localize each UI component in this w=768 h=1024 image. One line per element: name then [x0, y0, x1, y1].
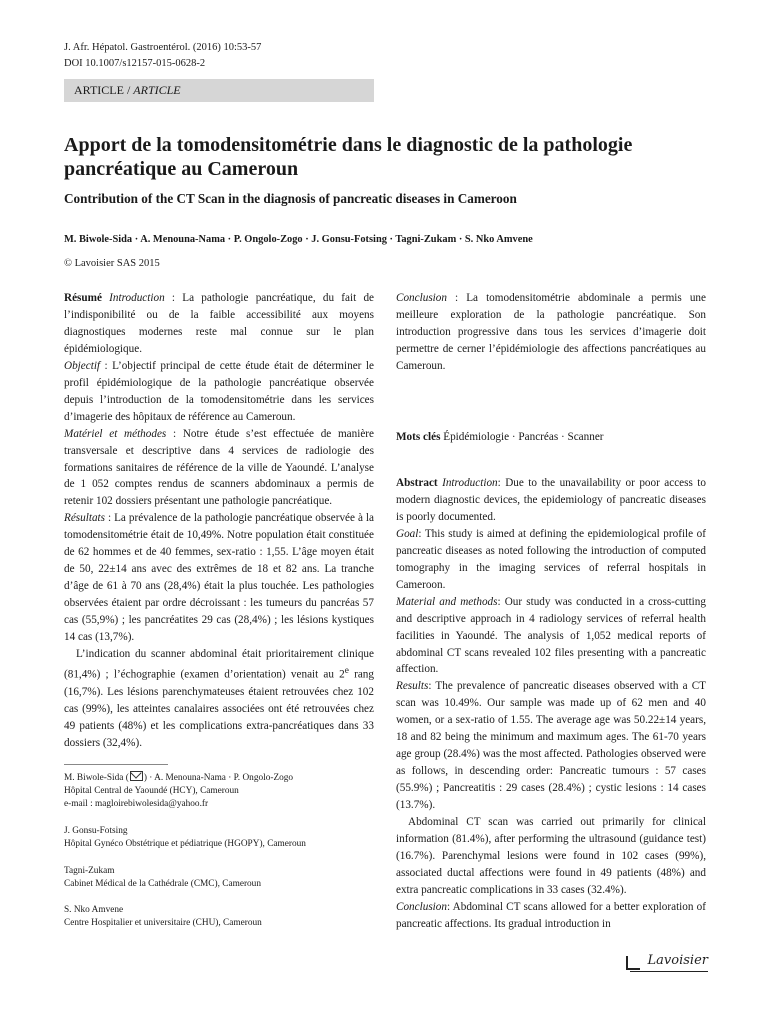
- paper-title: Apport de la tomodensitométrie dans le diagnostic de la pathologie pancréatique au Cameroun: [64, 134, 633, 180]
- affiliation-author: Tagni-Zukam: [64, 866, 115, 876]
- abstract-methods: Material and methods: Our study was conducted in a cross-cutting and descriptive approach in 4 radiology services of referral health facilities in Yaoundé. The analysis of 1,052 medical reports of abdominal CT scans revealed 102 files presenting with a pancreatic affection.: [396, 595, 706, 676]
- abstract-column: [396, 475, 706, 933]
- affiliation-institution: Centre Hospitalier et universitaire (CHU), Cameroun: [64, 918, 262, 928]
- article-type-band: [64, 79, 374, 102]
- affiliation-institution: Hôpital Gynéco Obstétrique et pédiatrique (HGOPY), Cameroun: [64, 839, 306, 849]
- affiliation-institution: Hôpital Central de Yaoundé (HCY), Cameroun: [64, 786, 239, 796]
- resume-conclusion: Conclusion : La tomodensitométrie abdominale a permis une meilleure exploration de la pathologie pancréatique. Son introduction progressive dans tous les services d’imagerie doit permettre de cerner l’épidémiologie des affections pancréatiques au Cameroun.: [396, 292, 706, 372]
- affiliation-author: S. Nko Amvene: [64, 905, 124, 915]
- resume-resultats: Résultats : La prévalence de la pathologie pancréatique observée à la tomodensitométrie était de 10,49%. Notre population était constituée de 62 hommes et de 40 femmes, sex-ratio : 1,55. L’âge moyen était de 50, 22±14 ans avec des extrêmes de 18 et 82 ans. La tranche d’âge de 61 à 70 ans (28,4%) était la plus touchée. Les pathologies observées étaient par ordre décroissant : les tumeurs du pancréas 57 cas (55,9%) ; les pancréatites 29 cas (28,4%) ; les lésions kystiques 14 cas (13,7%).: [64, 512, 374, 644]
- article-type-en: ARTICLE: [133, 83, 181, 97]
- abstract-label: Abstract: [396, 477, 438, 489]
- doi: DOI 10.1007/s12157-015-0628-2: [64, 58, 206, 69]
- affiliation-institution: Cabinet Médical de la Cathédrale (CMC), Cameroun: [64, 879, 261, 889]
- paper-subtitle: Contribution of the CT Scan in the diagnosis of pancreatic diseases in Cameroon: [64, 191, 517, 206]
- journal-header: [64, 40, 261, 72]
- affiliation-authors: M. Biwole-Sida ( ) · A. Menouna-Nama · P. Ongolo-Zogo: [64, 773, 294, 783]
- affiliation-author: J. Gonsu-Fotsing: [64, 826, 128, 836]
- copyright: © Lavoisier SAS 2015: [64, 258, 160, 269]
- resume-indication: L’indication du scanner abdominal était prioritairement clinique (81,4%) ; l’échographie (examen d’orientation) venait au 2e rang (16,7%). Les lésions parenchymateuses étaient retrouvées chez 102 cas (99%), les atteintes canalaires associées ont été retrouvées chez 49 patients (48%) et les complications extra-pancréatiques dans 33 dossiers (32,4%).: [64, 648, 374, 749]
- abstract-intro: Abstract Introduction: Due to the unavailability or poor access to modern diagnostic devices, the epidemiology of pancreatic diseases is poorly documented.: [396, 477, 707, 523]
- abstract-conclusion: Conclusion: Abdominal CT scans allowed for a better exploration of pancreatic affections. Its gradual introduction in: [396, 900, 706, 930]
- abstract-results: Results: The prevalence of pancreatic diseases observed with a CT scan was 10.49%. Our sample was made up of 62 men and 40 women, or a sex-ratio of 1.55. The average age was 50.22±14 years, 18 and 82 being the minimum and maximum ages. The 61-70 years age group (28.4%) was the most affected. Pathologies observed were as follows, in descending order: Pancreatic tumours : 57 cases (55.9%) ; Pancreatitis : 29 cases (28.4%) ; cystic lesions : 14 cases (13.7%).: [396, 680, 706, 812]
- abstract-indication: Abdominal CT scan was carried out primarily for clinical information (81.4%), after performing the ultrasound (guidance test) (16.7%). Parenchymal lesions were found in 102 cases (99%), associated ductal affections were found in 49 patients (48%) and extra pancreatic complications in 33 cases (32.4%).: [396, 816, 706, 896]
- resume-conclusion-column: [396, 290, 706, 375]
- article-type-sep: /: [123, 83, 134, 97]
- keywords: Mots clés Épidémiologie · Pancréas · Scanner: [396, 431, 604, 443]
- affiliation-1: [64, 771, 374, 811]
- affiliation-2: [64, 825, 374, 851]
- author-list: M. Biwole-Sida · A. Menouna-Nama · P. Ongolo-Zogo · J. Gonsu-Fotsing · Tagni-Zukam · S. Nko Amvene: [64, 234, 533, 245]
- resume-column: [64, 290, 374, 751]
- footnote-separator: [64, 764, 168, 765]
- resume-methodes: Matériel et méthodes : Notre étude s’est effectuée de manière transversale et descriptive dans 4 services de radiologie des formations sanitaires de référence de la ville de Yaoundé. L’analyse de 1 052 comptes rendus de scanners abdominaux a permis de retenir 102 dossiers présentant une pathologie pancréatique.: [64, 427, 374, 508]
- affiliation-3: [64, 865, 374, 891]
- abstract-goal: Goal: This study is aimed at defining the epidemiological profile of pancreatic diseases as noted following the introduction of computed tomography in the imaging services of referral hospitals in Cameroon.: [396, 527, 706, 591]
- affiliation-email[interactable]: e-mail : magloirebiwolesida@yahoo.fr: [64, 799, 209, 809]
- journal-citation: J. Afr. Hépatol. Gastroentérol. (2016) 10:53-57: [64, 42, 262, 53]
- resume-intro: Résumé Introduction : La pathologie pancréatique, du fait de l’indisponibilité ou de la faible accessibilité aux moyens diagnostiques modernes reste mal connue sur le plan épidémiologique.: [64, 292, 374, 355]
- resume-label: Résumé: [64, 292, 102, 304]
- envelope-icon: [130, 771, 143, 781]
- resume-objectif: Objectif : L’objectif principal de cette étude était de déterminer le profil épidémiologique de la pathologie pancréatique observée depuis l’introduction de la tomodensitométrie dans les services d’imagerie des hôpitaux de référence au Cameroun.: [64, 359, 374, 423]
- publisher-logo: Lavoisier: [626, 952, 708, 970]
- affiliation-4: [64, 904, 374, 930]
- article-type-fr: ARTICLE: [74, 83, 124, 97]
